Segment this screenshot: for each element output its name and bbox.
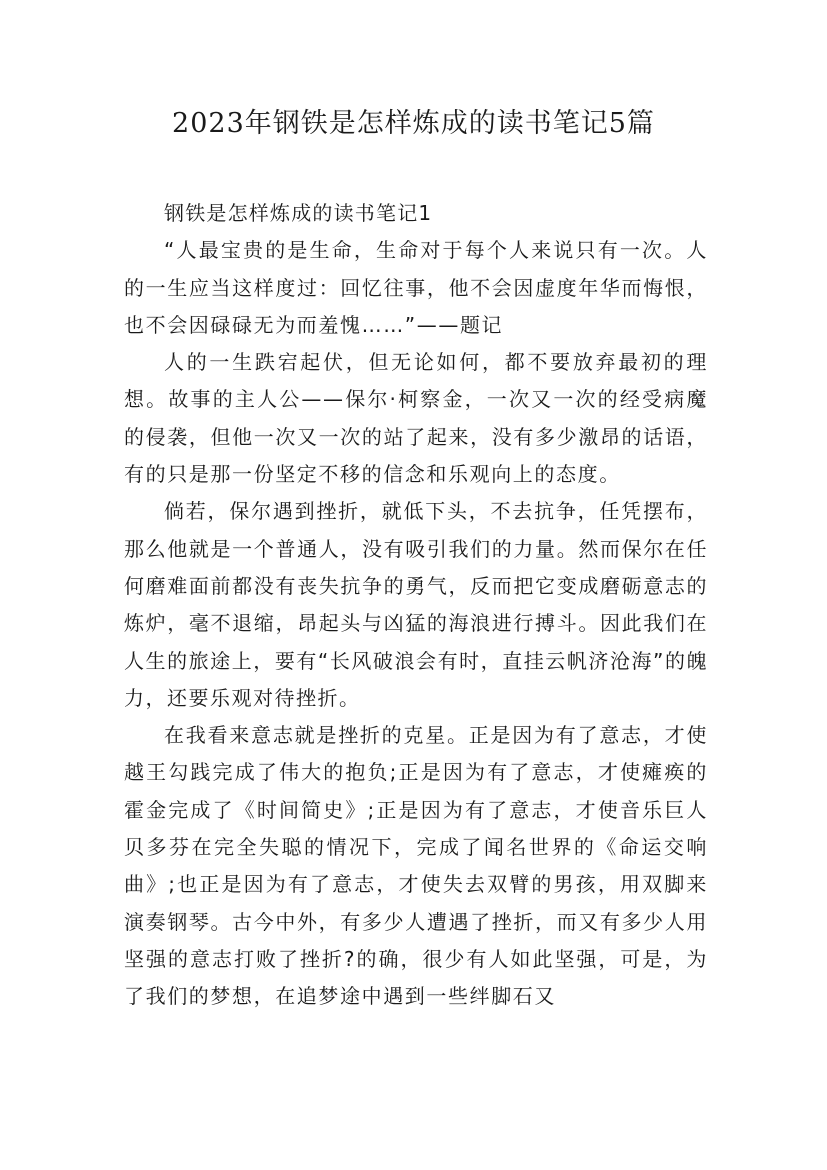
paragraph-1: 人的一生跌宕起伏，但无论如何，都不要放弃最初的理想。故事的主人公——保尔·柯察金，一次又一次的经受病魔的侵袭，但他一次又一次的站了起来，没有多少激昂的话语，有的只是那一份坚定不移的信念和乐观向上的态度。 xyxy=(124,350,708,487)
paragraph-3: 在我看来意志就是挫折的克星。正是因为有了意志，才使越王勾践完成了伟大的抱负;正是因为有了意志，才使瘫痪的霍金完成了《时间简史》;正是因为有了意志，才使音乐巨人贝多芬在完全失聪的情况下，完成了闻名世界的《命运交响曲》;也正是因为有了意志，才使失去双臂的男孩，用双脚来演奏钢琴。古今中外，有多少人遭遇了挫折，而又有多少人用坚强的意志打败了挫折?的确，很少有人如此坚强，可是，为了我们的梦想，在追梦途中遇到一些绊脚石又 xyxy=(124,723,708,1009)
paragraph-2: 倘若，保尔遇到挫折，就低下头，不去抗争，任凭摆布，那么他就是一个普通人，没有吸引我们的力量。然而保尔在任何磨难面前都没有丧失抗争的勇气，反而把它变成磨砺意志的炼炉，毫不退缩，昂起头与凶猛的海浪进行搏斗。因此我们在人生的旅途上，要有“长风破浪会有时，直挂云帆济沧海”的魄力，还要乐观对待挫折。 xyxy=(124,499,708,710)
document-title: 2023年钢铁是怎样炼成的读书笔记5篇 xyxy=(172,108,655,139)
document-body xyxy=(124,195,708,1016)
paragraph-epigraph: “人最宝贵的是生命，生命对于每个人来说只有一次。人的一生应当这样度过：回忆往事，他不会因虚度年华而悔恨，也不会因碌碌无为而羞愧……”——题记 xyxy=(124,238,708,337)
section-heading: 钢铁是怎样炼成的读书笔记1 xyxy=(164,201,433,225)
